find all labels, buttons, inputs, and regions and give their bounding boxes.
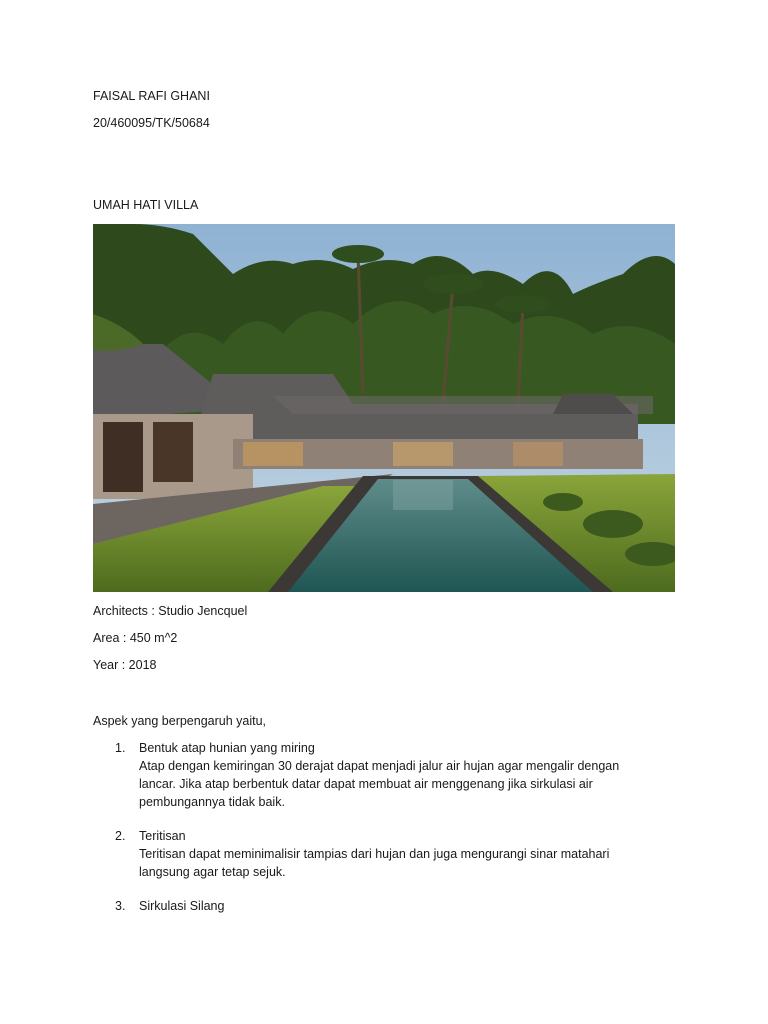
list-item-description: Atap dengan kemiringan 30 derajat dapat menjadi jalur air hujan agar mengalir dengan lancar. Jika atap berbentuk datar dapat membuat air menggenang jika sirkulasi air pembungannya tidak baik. [139, 759, 620, 809]
list-item-description: Teritisan dapat meminimalisir tampias dari hujan dan juga mengurangi sinar matahari langsung agar tetap sejuk. [139, 847, 610, 879]
aspects-intro: Aspek yang berpengaruh yaitu, [93, 714, 267, 728]
list-item-title: Teritisan [139, 829, 186, 843]
list-item-number: 1. [115, 741, 126, 755]
list-item-title: Sirkulasi Silang [139, 899, 225, 913]
area-line: Area : 450 m^2 [93, 631, 178, 645]
list-item-number: 2. [115, 829, 126, 843]
author-name: FAISAL RAFI GHANI [93, 89, 210, 103]
villa-photo [93, 224, 675, 592]
list-item [93, 739, 653, 811]
aspects-list [93, 739, 653, 931]
list-item-title: Bentuk atap hunian yang miring [139, 741, 315, 755]
list-item [93, 897, 653, 915]
year-line: Year : 2018 [93, 658, 157, 672]
list-item [93, 827, 653, 881]
list-item-number: 3. [115, 899, 126, 913]
architects-line: Architects : Studio Jencquel [93, 604, 248, 618]
student-id: 20/460095/TK/50684 [93, 116, 210, 130]
project-title: UMAH HATI VILLA [93, 198, 199, 212]
